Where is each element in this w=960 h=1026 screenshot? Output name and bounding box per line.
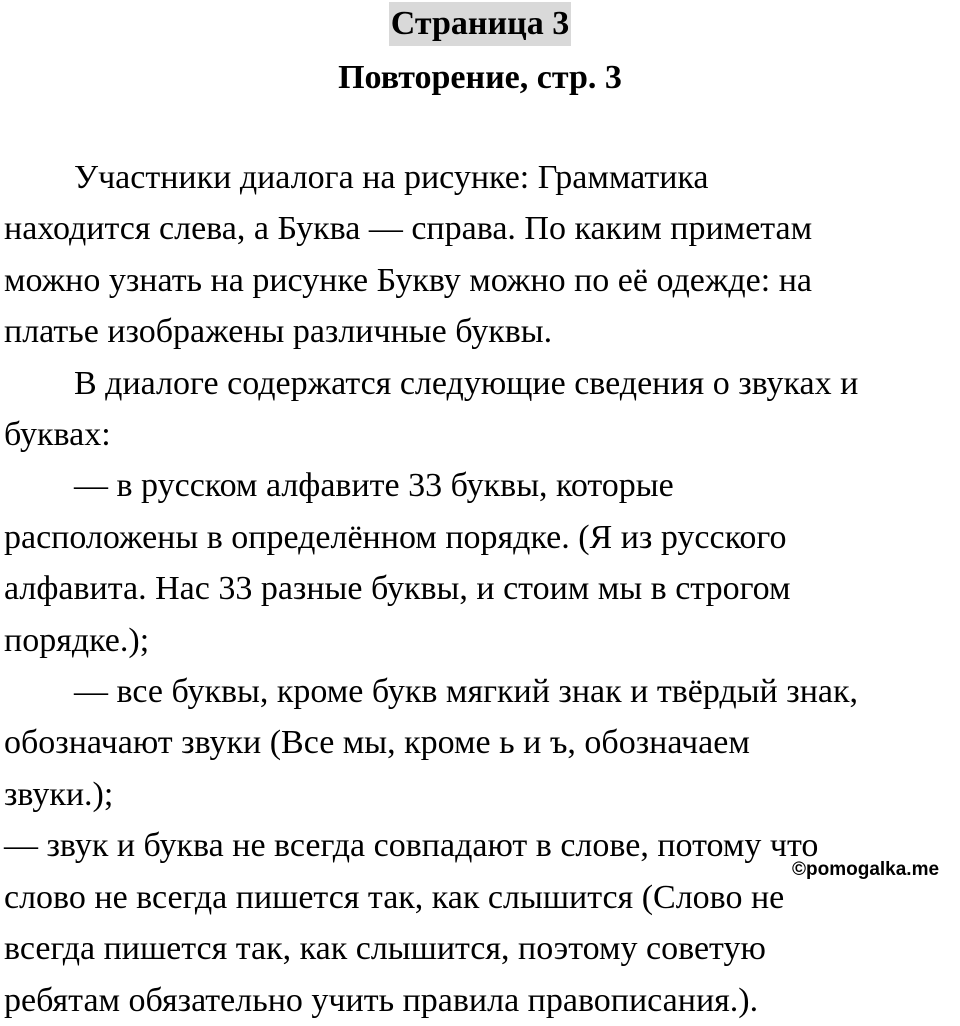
- text-line: слово не всегда пишется так, как слышится (Слово не: [4, 878, 785, 916]
- document-body: [4, 152, 960, 1026]
- text-line: расположены в определённом порядке. (Я из русского: [4, 518, 787, 556]
- text-line: В диалоге содержатся следующие сведения о звуках и: [74, 364, 859, 402]
- text-line: платье изображены различные буквы.: [4, 313, 553, 351]
- text-line: Участники диалога на рисунке: Грамматика: [74, 159, 709, 196]
- text-line: обозначают звуки (Все мы, кроме ь и ъ, обозначаем: [4, 724, 750, 762]
- text-line: всегда пишется так, как слышится, поэтому советую: [4, 930, 766, 968]
- text-line: порядке.);: [4, 621, 150, 659]
- text-line: — все буквы, кроме букв мягкий знак и твёрдый знак,: [74, 673, 858, 711]
- text-line: буквах:: [4, 416, 111, 454]
- text-line: ребятам обязательно учить правила правописания.).: [4, 981, 759, 1019]
- text-line: звуки.);: [4, 775, 114, 813]
- text-line: алфавита. Нас 33 разные буквы, и стоим мы в строгом: [4, 570, 791, 608]
- text-line: — в русском алфавите 33 буквы, которые: [74, 467, 674, 505]
- page-title-container: [0, 2, 960, 46]
- section-subtitle: Повторение, стр. 3: [338, 59, 622, 96]
- watermark: ©pomogalka.me: [792, 859, 940, 880]
- text-line: можно узнать на рисунке Букву можно по её одежде: на: [4, 261, 812, 299]
- page-title: Страница 3: [389, 2, 571, 46]
- text-line: находится слева, а Буква — справа. По каким приметам: [4, 210, 813, 248]
- text-line: — звук и буква не всегда совпадают в слове, потому что: [4, 827, 819, 865]
